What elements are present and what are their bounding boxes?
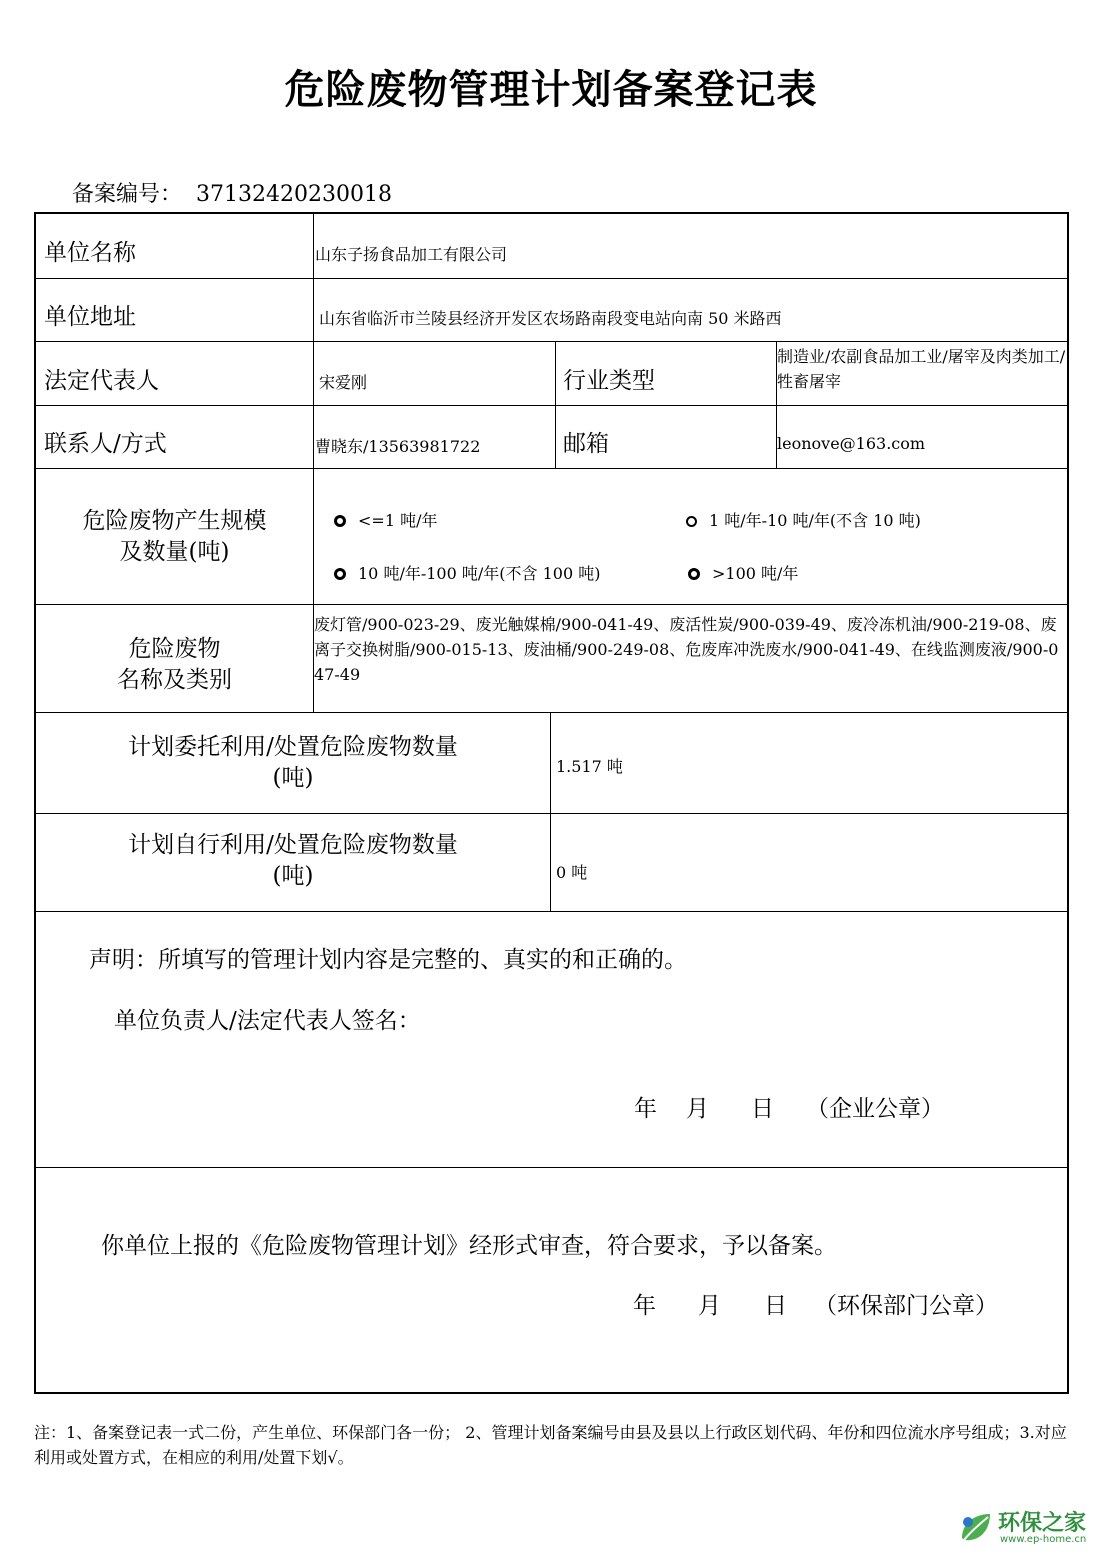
record-number	[72, 177, 392, 208]
watermark-name: 环保之家	[998, 1511, 1087, 1536]
self-disposal-label	[36, 830, 550, 892]
approval-day: 日	[764, 1293, 787, 1319]
scale-option-2[interactable]: 1 吨/年-10 吨/年(不含 10 吨)	[686, 508, 921, 531]
self-disposal-label-line2: (吨)	[272, 863, 314, 889]
industry-label: 行业类型	[563, 368, 655, 394]
contact-value: 曹晓东/13563981722	[315, 437, 481, 456]
waste-names-value: 废灯管/900-023-29、废光触媒棉/900-041-49、废活性炭/900-039-49、废冷冻机油/900-219-08、废离子交换树脂/900-015-13、废油桶/900-249-08、危废库冲洗废水/900-041-49、在线监测废液/900-047-49	[314, 615, 1059, 684]
page-title: 危险废物管理计划备案登记表	[284, 67, 818, 113]
signature-label: 单位负责人/法定代表人签名：	[114, 1008, 421, 1034]
waste-names-label-line2: 名称及类别	[117, 667, 232, 693]
scale-option-3[interactable]: 10 吨/年-100 吨/年(不含 100 吨)	[334, 561, 600, 584]
entrusted-label-line1: 计划委托利用/处置危险废物数量	[128, 734, 458, 760]
approval-text: 你单位上报的《危险废物管理计划》经形式审查，符合要求，予以备案。	[101, 1233, 837, 1259]
contact-label: 联系人/方式	[44, 431, 167, 457]
watermark-logo	[956, 1504, 1096, 1550]
entrusted-value: 1.517 吨	[556, 757, 623, 776]
industry-value: 制造业/农副食品加工业/屠宰及肉类加工/牲畜屠宰	[777, 347, 1066, 391]
entrusted-label-line2: (吨)	[272, 765, 314, 791]
registration-form	[34, 212, 1069, 1394]
leaf-icon	[956, 1508, 996, 1548]
declaration-statement: 声明：所填写的管理计划内容是完整的、真实的和正确的。	[89, 947, 687, 973]
radio-icon	[334, 568, 346, 580]
declaration-year: 年	[634, 1096, 657, 1122]
unit-address-label: 单位地址	[44, 304, 136, 330]
radio-icon	[688, 568, 700, 580]
scale-option-1[interactable]: <=1 吨/年	[334, 508, 437, 531]
declaration-month: 月	[686, 1096, 709, 1122]
email-label: 邮箱	[563, 431, 609, 457]
waste-names-label-line1: 危险废物	[128, 636, 221, 662]
unit-address-value: 山东省临沂市兰陵县经济开发区农场路南段变电站向南 50 米路西	[319, 309, 782, 328]
scale-label	[36, 506, 313, 568]
environment-dept-seal: （环保部门公章）	[814, 1293, 998, 1319]
watermark-url: www.ep-home.cn	[1000, 1534, 1087, 1545]
record-number-value: 37132420230018	[196, 182, 392, 207]
legal-rep-label: 法定代表人	[44, 368, 159, 394]
self-disposal-value: 0 吨	[556, 863, 588, 882]
record-number-label: 备案编号：	[72, 182, 183, 207]
approval-year: 年	[633, 1293, 656, 1319]
entrusted-label	[36, 732, 550, 794]
footnote: 注：1、备案登记表一式二份，产生单位、环保部门各一份； 2、管理计划备案编号由县及县以上行政区划代码、年份和四位流水序号组成；3.对应利用或处置方式，在相应的利用/处置下划√。	[34, 1423, 1067, 1467]
unit-name-value: 山东子扬食品加工有限公司	[315, 245, 508, 264]
scale-option-4[interactable]: >100 吨/年	[688, 561, 798, 584]
approval-month: 月	[698, 1293, 721, 1319]
unit-name-label: 单位名称	[44, 240, 136, 266]
legal-rep-value: 宋爱刚	[319, 373, 368, 392]
email-value: leonove@163.com	[777, 434, 926, 453]
declaration-day: 日	[751, 1096, 774, 1122]
radio-icon	[334, 515, 346, 527]
self-disposal-label-line1: 计划自行利用/处置危险废物数量	[128, 832, 458, 858]
radio-sun-icon	[686, 516, 697, 527]
enterprise-seal: （企业公章）	[806, 1096, 944, 1122]
scale-label-line2: 及数量(吨)	[119, 539, 230, 565]
scale-label-line1: 危险废物产生规模	[82, 508, 267, 534]
waste-names-label	[36, 634, 313, 696]
